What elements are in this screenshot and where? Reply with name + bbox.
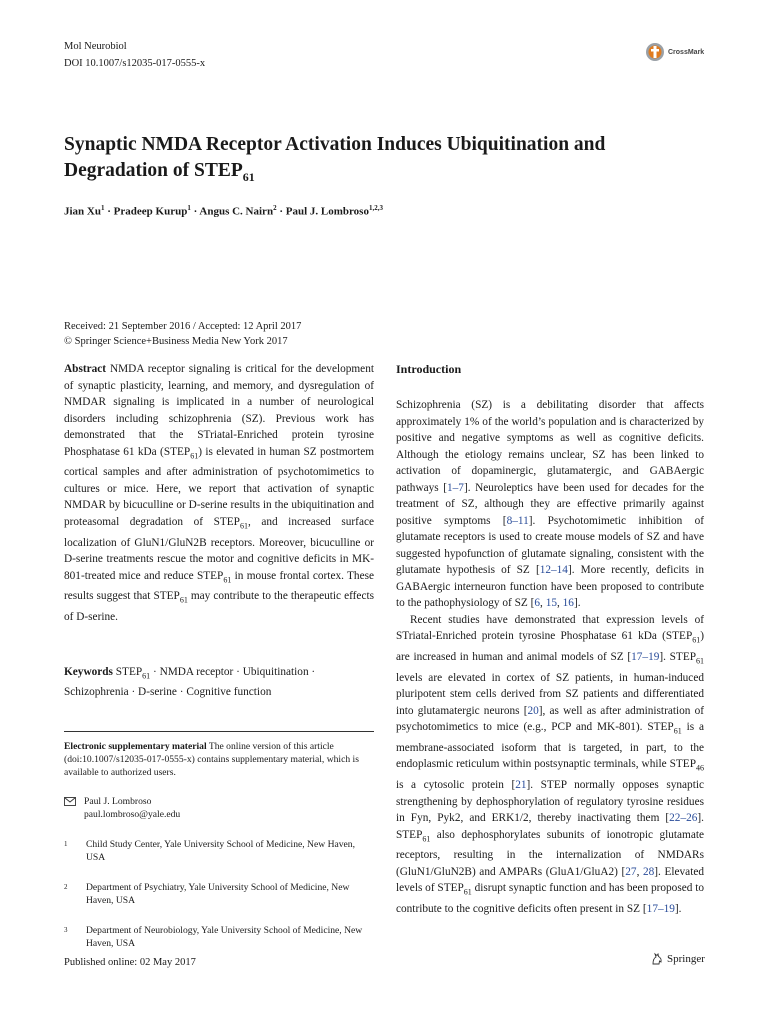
affiliation-number: 3 xyxy=(64,925,68,934)
author-separator: · xyxy=(279,205,283,218)
author-affil: 1 xyxy=(101,204,105,212)
keywords xyxy=(64,664,374,701)
introduction-section xyxy=(396,361,704,918)
affiliation-text: Department of Neurobiology, Yale University School of Medicine, New Haven, USA xyxy=(86,924,363,950)
author-affil: 1 xyxy=(187,204,191,212)
left-column xyxy=(64,361,374,951)
abstract-heading: Abstract xyxy=(64,363,107,375)
contact-email[interactable]: paul.lombroso@yale.edu xyxy=(84,809,181,821)
subscript: 61 xyxy=(422,833,431,843)
publisher-logo xyxy=(650,952,705,966)
supplementary-note xyxy=(64,731,374,779)
citation-link[interactable]: 6 xyxy=(534,597,541,609)
subscript: 61 xyxy=(223,574,232,584)
author-affil: 1,2,3 xyxy=(368,204,383,212)
affiliation-text: Department of Psychiatry, Yale University School of Medicine, New Haven, USA xyxy=(86,881,350,907)
keywords-pre: STEP xyxy=(112,665,143,678)
subscript: 61 xyxy=(692,635,701,645)
text-run: disrupt synaptic function and has been proposed to contribute to the cognitive deficits often present in SZ [ xyxy=(396,882,704,915)
subscript: 61 xyxy=(179,595,188,605)
subscript: 61 xyxy=(190,450,199,460)
abstract xyxy=(64,361,374,626)
title-text: Synaptic NMDA Receptor Activation Induces Ubiquitination and Degradation of STEP xyxy=(64,134,606,181)
author-list xyxy=(64,204,383,218)
abstract-s5: may contribute to the therapeutic effects of D-serine. xyxy=(64,590,374,623)
subscript: 61 xyxy=(673,726,682,736)
affiliation-item xyxy=(64,924,374,951)
abstract-s1: NMDA receptor signaling is critical for the development of synaptic plasticity, learning, and memory, and dysregulation of NMDAR signaling is implicated in a number of neurological disorders including schizophrenia (SZ). Previous work has demonstrated that the STriatal-Enriched protein tyrosine Phosphatase 61 kDa (STEP xyxy=(64,363,374,458)
author-name[interactable]: Angus C. Nairn xyxy=(199,205,274,218)
citation-link[interactable]: 15 xyxy=(545,597,557,609)
subscript: 46 xyxy=(696,763,704,773)
affiliation-text: Child Study Center, Yale University School of Medicine, New Haven, USA xyxy=(86,838,356,864)
esm-heading: Electronic supplementary material xyxy=(64,740,207,752)
doi: DOI 10.1007/s12035-017-0555-x xyxy=(64,58,206,69)
citation-link[interactable]: 21 xyxy=(515,779,527,791)
text-run: ], as well as after administration of psychotomimetics to mice (e.g., PCP and MK-801). STEP xyxy=(396,704,704,733)
received-accepted: Received: 21 September 2016 / Accepted: 12 April 2017 xyxy=(64,321,302,332)
citation-link[interactable]: 20 xyxy=(527,704,539,717)
text-run: levels are elevated in cortex of SZ patients, in human-induced pluripotent stem cells derived from SZ patients and differentiated into glutamatergic neurons [ xyxy=(396,671,704,717)
copyright: © Springer Science+Business Media New York 2017 xyxy=(64,335,288,347)
author-name[interactable]: Jian Xu xyxy=(64,205,101,218)
author-affil: 2 xyxy=(273,204,277,212)
crossmark-label: CrossMark xyxy=(668,48,705,56)
citation-link[interactable]: 16 xyxy=(562,597,574,609)
envelope-icon xyxy=(64,797,76,806)
abstract-s3: , and increased surface localization of GluN1/GluN2B receptors. Moreover, bicuculline or D-serine treatments rescue the motor and cognitive deficits in MK-801-treated mice and reduce STEP xyxy=(64,515,374,582)
text-run: ]. xyxy=(674,903,682,915)
citation-link[interactable]: 17–19 xyxy=(631,650,660,663)
affiliation-number: 1 xyxy=(64,839,68,848)
keywords-rest: · NMDA receptor · Ubiquitination · Schizophrenia · D-serine · Cognitive function xyxy=(64,665,316,699)
text-run: is a membrane-associated isoform that is targeted, in part, to the endoplasmic reticulum within postsynaptic terminals, while STEP xyxy=(396,721,704,771)
citation-link[interactable]: 22–26 xyxy=(669,812,698,824)
text-run: , xyxy=(636,865,643,878)
affiliation-item xyxy=(64,838,374,865)
text-run: , xyxy=(557,597,563,609)
author-name[interactable]: Paul J. Lombroso xyxy=(285,205,369,218)
text-run: Schizophrenia (SZ) is a debilitating disorder that affects approximately 1% of the world’s population and is characterized by positive and negative symptoms as well as cognitive deficits. Although the etiology remains unclear, SZ has been linked to activation of dopaminergic, glutamatergic, and GABAergic pathways [ xyxy=(396,399,704,494)
text-run: is a cytosolic protein [ xyxy=(396,779,516,791)
text-run: ]. STEP normally opposes synaptic strengthening by dephosphorylation of regulatory tyrosine residues in Fyn, Pyk2, and ERK1/2, thereby inactivating them [ xyxy=(396,779,704,824)
text-run: ]. More recently, deficits in GABAergic interneuron function have been proposed to contribute to the pathophysiology of SZ [ xyxy=(396,564,704,609)
text-run: also dephosphorylates subunits of ionotropic glutamate receptors, resulting in the internalization of NMDARs (GluN1/GluN2B) and AMPARs (GluA1/GluA2) [ xyxy=(396,828,704,878)
crossmark-icon xyxy=(645,42,665,62)
intro-paragraph-1 xyxy=(396,397,704,612)
affiliation-item xyxy=(64,881,374,908)
text-run: ]. Elevated levels of STEP xyxy=(396,865,705,895)
text-run: ]. Psychotomimetic inhibition of glutamate receptors is used to create mouse models of SZ and have suggested hypofunction of glutamate signaling, consistent with the glutamate hypothesis of SZ [ xyxy=(396,514,704,576)
author-separator: · xyxy=(193,205,198,218)
text-run: ]. Neuroleptics have been used for decades for the treatment of SZ, although they are effective primarily against positive symptoms [ xyxy=(396,481,704,527)
citation-link[interactable]: 27 xyxy=(625,865,637,878)
contact-name: Paul J. Lombroso xyxy=(84,795,152,807)
subscript: 61 xyxy=(142,670,151,680)
text-run: , xyxy=(540,597,546,609)
citation-link[interactable]: 28 xyxy=(643,865,655,878)
author-name[interactable]: Pradeep Kurup xyxy=(113,205,188,218)
published-online: Published online: 02 May 2017 xyxy=(64,957,196,968)
abstract-text xyxy=(64,361,374,626)
subscript: 61 xyxy=(239,521,248,530)
text-run: ]. STEP xyxy=(659,650,697,663)
text-run: Recent studies have demonstrated that expression levels of STriatal-Enriched protein tyrosine Phosphatase 61 kDa (STEP xyxy=(396,613,704,642)
citation-link[interactable]: 1–7 xyxy=(447,481,464,494)
abstract-s2: ) is elevated in human SZ postmortem cortical samples and after administration of psychotomimetics to cultures or mice. Here, we report that activation of synaptic NMDAR by bicuculline or D-serine results in the ubiquitination and proteasomal degradation of STEP xyxy=(64,445,375,528)
corresponding-author xyxy=(64,795,374,822)
springer-horse-icon xyxy=(650,952,664,966)
journal-header xyxy=(64,38,205,72)
introduction-heading: Introduction xyxy=(396,362,462,376)
abstract-s4: in mouse frontal cortex. These results suggest that STEP xyxy=(64,569,374,603)
affiliation-number: 2 xyxy=(64,882,68,891)
text-run: ) are increased in human and animal models of SZ [ xyxy=(396,630,704,663)
crossmark-badge[interactable] xyxy=(645,42,704,62)
esm-text: The online version of this article (doi:10.1007/s12035-017-0555-x) contains supplementary material, which is available to authorized users. xyxy=(64,740,359,778)
title-subscript: 61 xyxy=(242,169,255,184)
intro-paragraph-2 xyxy=(396,612,704,918)
text-run: ]. STEP xyxy=(396,812,704,841)
text-run: ]. xyxy=(573,597,581,609)
subscript: 61 xyxy=(463,887,472,897)
journal-name: Mol Neurobiol xyxy=(64,41,127,52)
subscript: 61 xyxy=(696,656,705,665)
publication-dates xyxy=(64,320,301,349)
author-separator: · xyxy=(107,205,111,218)
keywords-heading: Keywords xyxy=(64,665,113,678)
citation-link[interactable]: 12–14 xyxy=(539,564,568,576)
publisher-name: Springer xyxy=(667,953,705,965)
citation-link[interactable]: 17–19 xyxy=(646,903,675,915)
paper-title xyxy=(64,132,704,190)
citation-link[interactable]: 8–11 xyxy=(506,514,529,527)
